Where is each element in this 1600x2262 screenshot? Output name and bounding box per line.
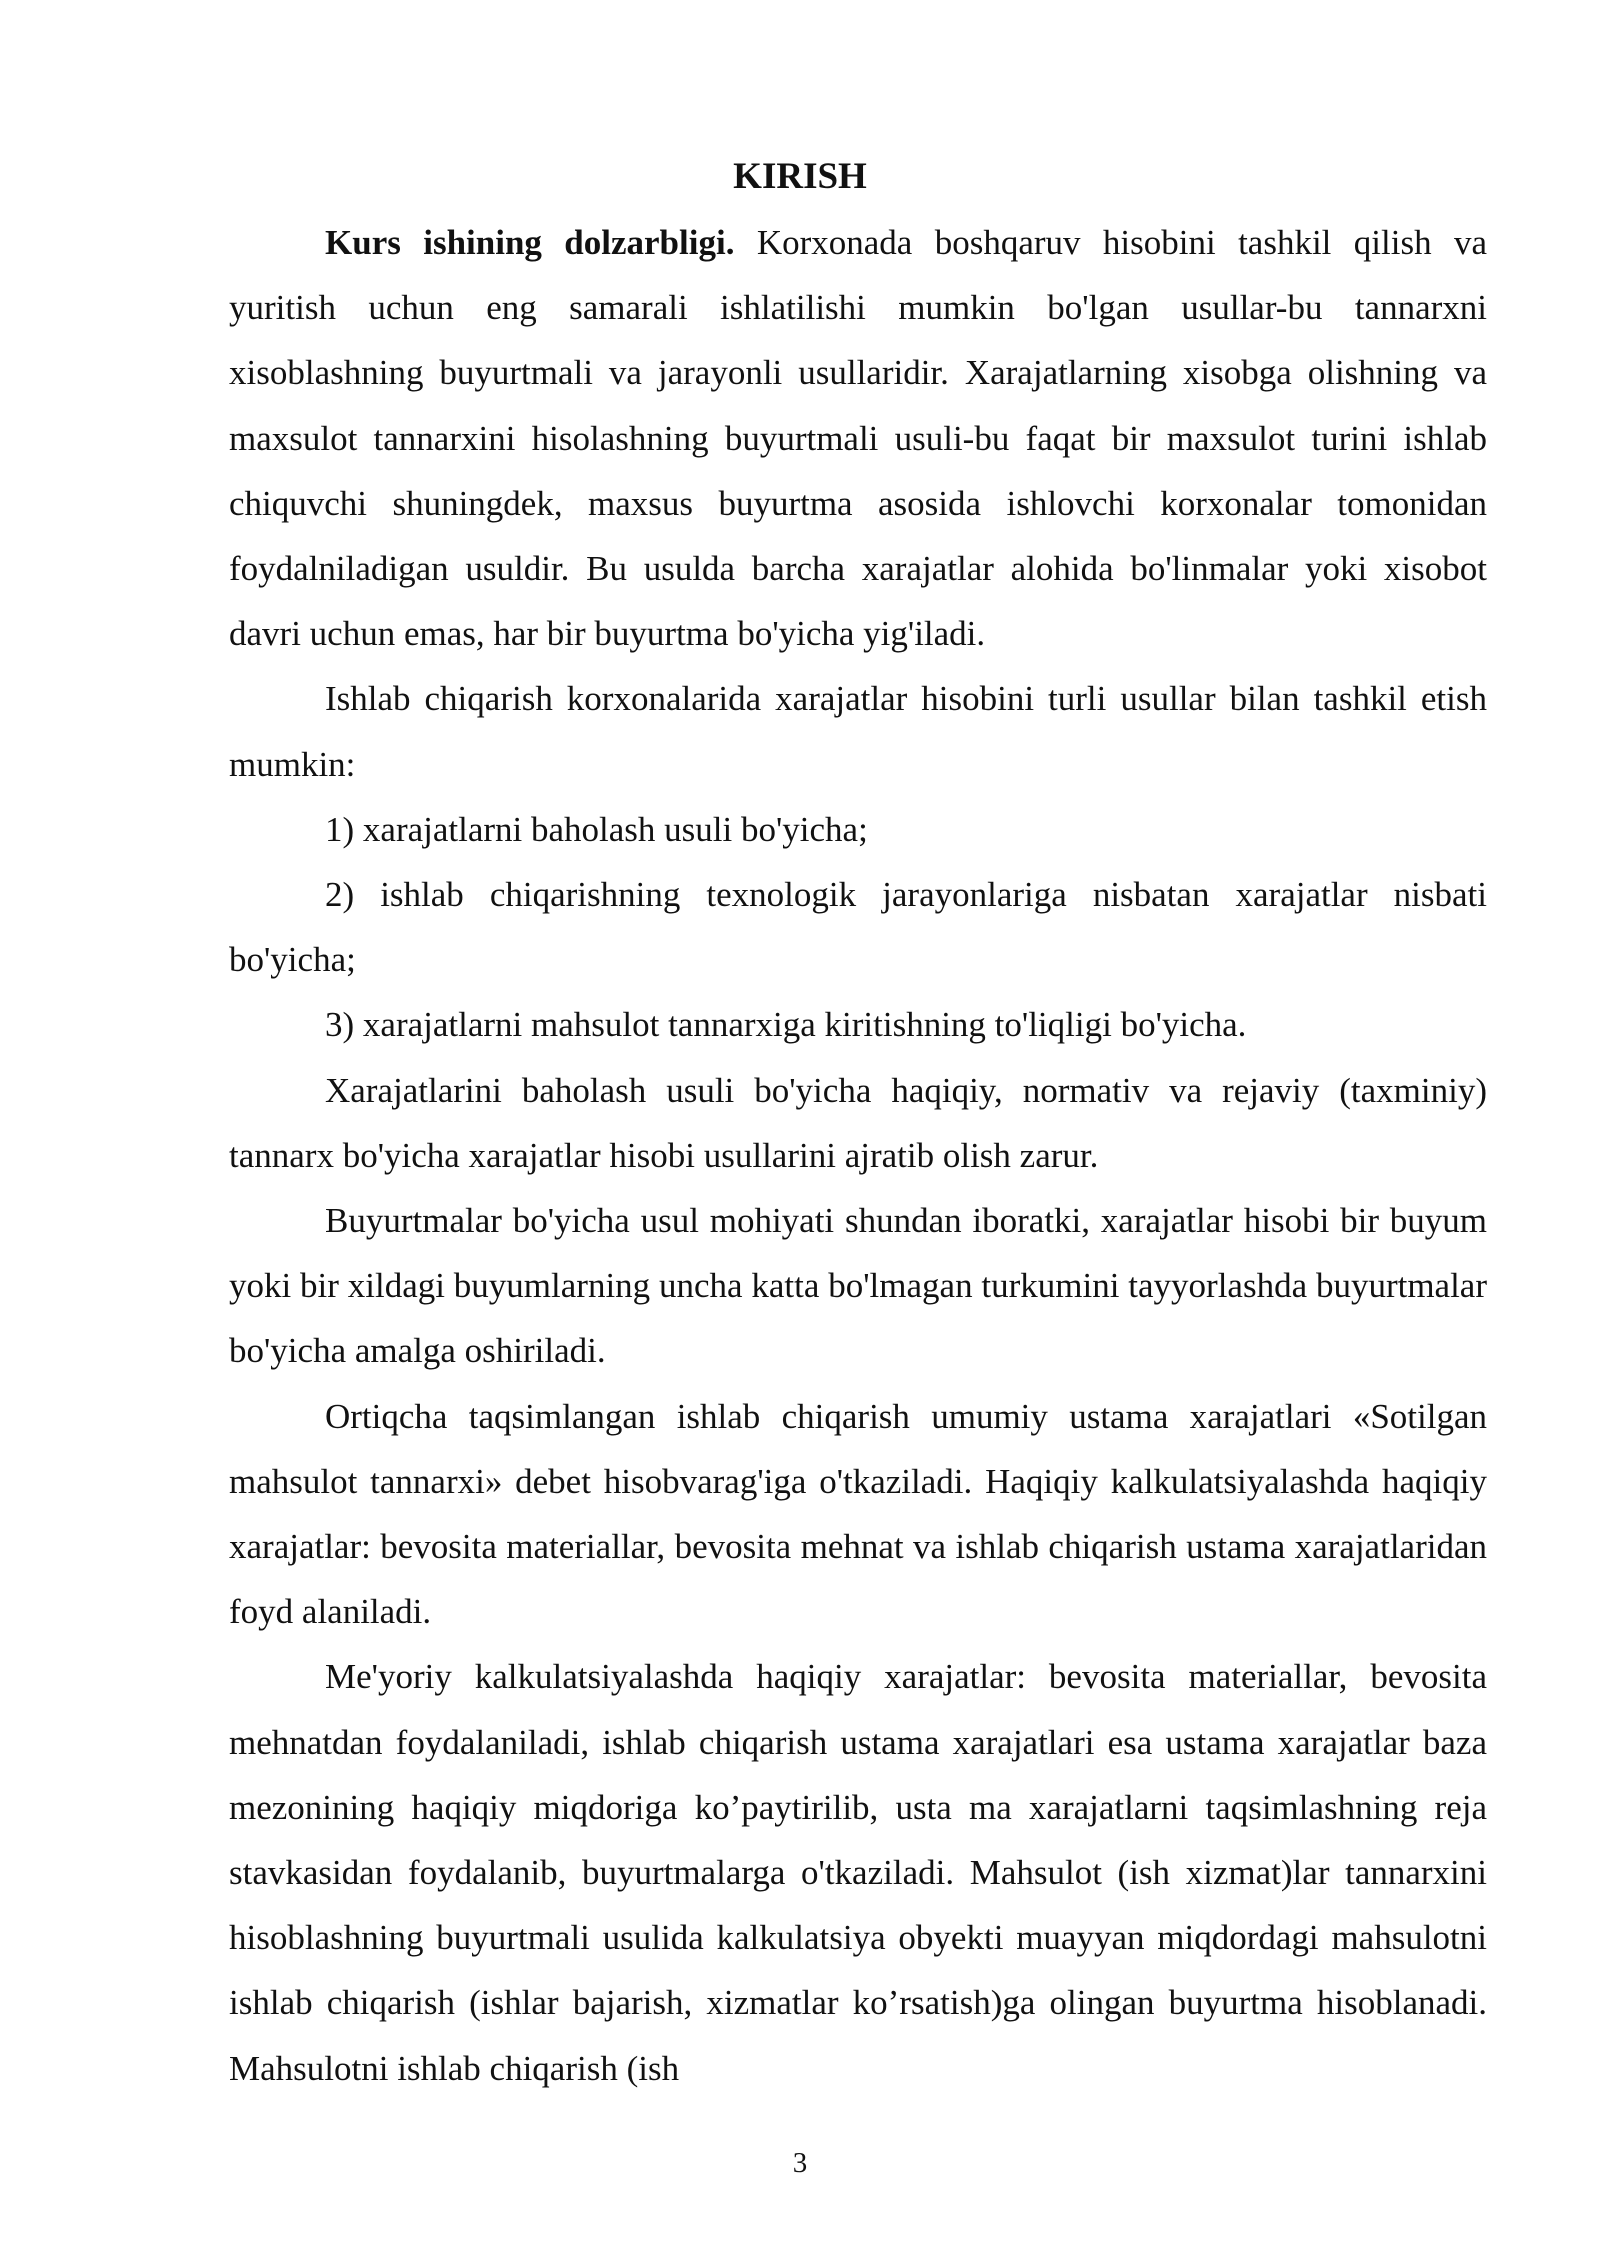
list-item: 3) xarajatlarni mahsulot tannarxiga kiritishning to'liqligi bo'yicha. (325, 1005, 1247, 1045)
list-item: 2) ishlab chiqarishning texnologik jarayonlariga nisbatan xarajatlar nisbati bo'yicha; (229, 875, 1487, 980)
page-number: 3 (792, 2147, 808, 2179)
paragraph-lead: Kurs ishining dolzarbligi. (325, 223, 735, 262)
paragraph: Xarajatlarini baholash usuli bo'yicha haqiqiy, normativ va rejaviy (taxminiy) tannarx bo'yicha xarajatlar hisobi usullarini ajratib olish zarur. (229, 1070, 1487, 1175)
paragraph-text: Korxonada boshqaruv hisobini tashkil qilish va yuritish uchun eng samarali ishlatilishi mumkin bo'lgan usullar-bu tannarxni xisoblashning buyurtmali va jarayonli usullaridir. Xarajatlarning xisobga olishning va maxsulot tannarxini hisolashning buyurtmali usuli-bu faqat bir maxsulot turini ishlab chiquvchi shuningdek, maxsus buyurtma asosida ishlovchi korxonalar tomonidan foydalniladigan usuldir. Bu usulda barcha xarajatlar alohida bo'linmalar yoki xisobot davri uchun emas, har bir buyurtma bo'yicha yig'iladi. (229, 223, 1487, 654)
paragraph-relevance (229, 210, 1487, 666)
page-title: KIRISH (733, 156, 867, 197)
paragraph: Buyurtmalar bo'yicha usul mohiyati shundan iboratki, xarajatlar hisobi bir buyum yoki bir xildagi buyumlarning uncha katta bo'lmagan turkumini tayyorlashda buyurtmalar bo'yicha amalga oshiriladi. (229, 1201, 1487, 1371)
paragraph: Me'yoriy kalkulatsiyalashda haqiqiy xarajatlar: bevosita materiallar, bevosita mehnatdan foydalaniladi, ishlab chiqarish ustama xarajatlari esa ustama xarajatlar baza mezonining haqiqiy miqdoriga ko’paytirilib, usta ma xarajatlarni taqsimlashning reja stavkasidan foydalanib, buyurtmalarga o'tkaziladi. Mahsulot (ish xizmat)lar tannarxini hisoblashning buyurtmali usulida kalkulatsiya obyekti muayyan miqdordagi mahsulotni ishlab chiqarish (ishlar bajarish, xizmatlar ko’rsatish)ga olingan buyurtma hisoblanadi. Mahsulotni ishlab chiqarish (ish (229, 1657, 1487, 2088)
paragraph: Ortiqcha taqsimlangan ishlab chiqarish umumiy ustama xarajatlari «Sotilgan mahsulot tannarxi» debet hisobvarag'iga o'tkaziladi. Haqiqiy kalkulatsiyalashda haqiqiy xarajatlar: bevosita materiallar, bevosita mehnat va ishlab chiqarish ustama xarajatlaridan foyd alaniladi. (229, 1396, 1487, 1632)
paragraph: Ishlab chiqarish korxonalarida xarajatlar hisobini turli usullar bilan tashkil etish mumkin: (229, 679, 1487, 784)
body-text (229, 210, 1487, 2101)
list-item: 1) xarajatlarni baholash usuli bo'yicha; (325, 809, 868, 849)
